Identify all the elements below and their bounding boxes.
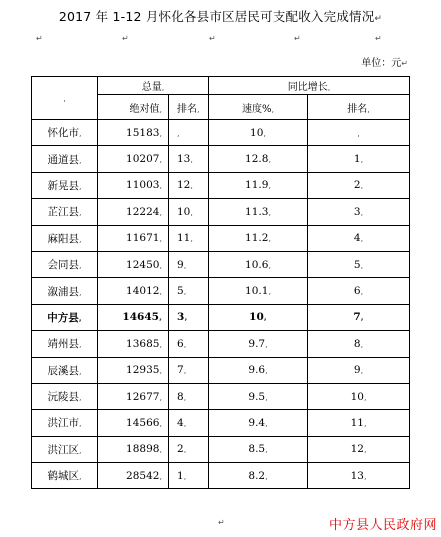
table-row — [32, 172, 410, 198]
growth-speed-cell — [209, 357, 308, 383]
paragraph-mark-icon: , — [184, 313, 188, 323]
paragraph-mark-icon: , — [78, 472, 82, 482]
paragraph-mark-icon: , — [78, 419, 82, 429]
region-name-cell-text: 靖州县 — [47, 338, 79, 351]
growth-rank-cell — [308, 304, 410, 330]
growth-speed-cell — [209, 278, 308, 304]
paragraph-mark-icon: , — [159, 128, 162, 138]
paragraph-mark-icon: , — [363, 392, 367, 402]
paragraph-mark-icon: , — [159, 339, 162, 349]
region-name-cell — [32, 225, 98, 251]
growth-speed-cell — [209, 146, 308, 172]
rank-cell-text: 1 — [177, 469, 184, 482]
header-group-total — [98, 77, 209, 95]
table-row — [32, 120, 410, 146]
absolute-value-cell — [98, 278, 169, 304]
paragraph-mark-icon: , — [78, 445, 82, 455]
header-group-growth-label: 同比增长 — [287, 82, 328, 93]
paragraph-mark-icon: , — [183, 339, 187, 349]
paragraph-mark-icon: , — [78, 155, 82, 165]
paragraph-mark-icon: , — [78, 129, 82, 139]
absolute-value-cell-text: 11003 — [126, 179, 160, 192]
growth-rank-cell — [308, 463, 410, 489]
absolute-value-cell — [98, 251, 169, 277]
region-name-cell — [32, 199, 98, 225]
paragraph-mark-icon: , — [159, 471, 162, 481]
paragraph-mark-icon: , — [190, 234, 193, 244]
growth-rank-cell — [308, 199, 410, 225]
region-name-cell-text: 鹤城区 — [47, 470, 79, 483]
paragraph-mark-icon: ↵ — [36, 34, 43, 43]
rank-cell-text: 12 — [177, 179, 191, 192]
growth-rank-cell — [308, 120, 410, 146]
absolute-value-cell-text: 13685 — [126, 337, 160, 350]
region-name-cell-text: 芷江县 — [47, 206, 79, 219]
growth-speed-cell — [209, 225, 308, 251]
absolute-value-cell — [98, 146, 169, 172]
paragraph-mark-icon: , — [159, 260, 162, 270]
region-name-cell-text: 辰溪县 — [47, 364, 79, 377]
growth-rank-cell-text: 13 — [350, 469, 364, 482]
growth-rank-cell-text: 5 — [353, 258, 361, 271]
paragraph-mark-icon: , — [197, 104, 200, 114]
growth-rank-cell — [308, 357, 410, 383]
region-name-cell — [32, 357, 98, 383]
rank-cell — [169, 410, 209, 436]
absolute-value-cell-text: 14012 — [126, 285, 160, 298]
paragraph-mark-icon: ↵ — [401, 59, 408, 68]
rank-cell — [169, 357, 209, 383]
income-table — [31, 76, 410, 489]
title-text: 2017 年 1-12 月怀化各县市区居民可支配收入完成情况 — [58, 9, 375, 24]
rank-cell — [169, 436, 209, 462]
growth-speed-cell-text: 8.2 — [248, 469, 266, 482]
paragraph-mark-icon: , — [63, 93, 66, 103]
absolute-value-cell — [98, 436, 169, 462]
paragraph-mark-icon: , — [78, 393, 82, 403]
paragraph-mark-icon: , — [360, 339, 364, 349]
growth-speed-cell-text: 9.5 — [248, 390, 266, 403]
absolute-value-cell-text: 15183 — [126, 126, 160, 139]
rank-cell — [169, 251, 209, 277]
rank-cell-text: 8 — [177, 390, 184, 403]
region-name-cell — [32, 331, 98, 357]
paragraph-mark-icon: , — [183, 471, 187, 481]
rank-cell-text: 5 — [177, 285, 184, 298]
paragraph-mark-icon: , — [78, 208, 82, 218]
region-name-cell-text: 新晃县 — [47, 179, 79, 192]
growth-speed-cell — [209, 383, 308, 409]
rank-cell — [169, 331, 209, 357]
region-name-cell — [32, 463, 98, 489]
paragraph-mark-icon: , — [268, 155, 271, 165]
paragraph-mark-icon: ↵ — [375, 34, 382, 43]
growth-speed-cell-text: 12.8 — [245, 153, 269, 166]
growth-rank-cell-text: 4 — [353, 232, 361, 245]
paragraph-mark-icon: , — [265, 366, 268, 376]
region-name-cell-text: 沅陵县 — [47, 391, 79, 404]
absolute-value-cell — [98, 463, 169, 489]
growth-rank-cell — [308, 278, 410, 304]
paragraph-mark-icon: , — [360, 234, 364, 244]
paragraph-mark-icon: , — [265, 471, 268, 481]
rank-cell-text: 3 — [177, 311, 185, 324]
absolute-value-cell — [98, 357, 169, 383]
rank-cell-text: 9 — [177, 258, 184, 271]
rank-cell — [169, 172, 209, 198]
paragraph-mark-icon: ↵ — [374, 14, 383, 24]
growth-speed-cell — [209, 120, 308, 146]
paragraph-mark-icon: , — [190, 155, 193, 165]
paragraph-mark-icon: , — [360, 313, 364, 323]
paragraph-mark-icon: , — [159, 287, 162, 297]
growth-rank-cell-text: 10 — [350, 390, 364, 403]
paragraph-mark-icon: , — [78, 340, 82, 350]
header-group-growth — [209, 77, 410, 95]
table-row — [32, 278, 410, 304]
growth-speed-cell — [209, 199, 308, 225]
region-name-cell-text: 会同县 — [47, 259, 79, 272]
header-rank — [169, 95, 209, 120]
table-row — [32, 304, 410, 330]
rank-cell-text: 10 — [177, 205, 191, 218]
paragraph-mark-icon: , — [183, 366, 187, 376]
paragraph-mark-icon: , — [360, 155, 364, 165]
header-growth-rank — [308, 95, 410, 120]
growth-rank-cell-text: 11 — [350, 416, 364, 429]
growth-speed-cell — [209, 331, 308, 357]
growth-rank-cell-text: 7 — [353, 311, 361, 324]
absolute-value-cell — [98, 120, 169, 146]
header-speed — [209, 95, 308, 120]
region-name-cell — [32, 304, 98, 330]
table-row — [32, 357, 410, 383]
growth-rank-cell — [308, 383, 410, 409]
table-row — [32, 463, 410, 489]
paragraph-mark-icon: , — [190, 181, 193, 191]
paragraph-mark-icon: , — [158, 313, 162, 323]
document-title — [0, 7, 441, 25]
paragraph-mark-icon: ↵ — [218, 518, 225, 527]
growth-rank-cell — [308, 225, 410, 251]
paragraph-mark-icon: , — [360, 260, 364, 270]
watermark-logo: 中方县人民政府网 — [328, 518, 437, 533]
unit-text: 单位：元 — [361, 58, 402, 69]
paragraph-mark-icon: , — [78, 181, 82, 191]
rank-cell — [169, 199, 209, 225]
header-group-total-label: 总量 — [141, 82, 162, 93]
paragraph-mark-icon: ↵ — [294, 34, 301, 43]
header-value — [98, 95, 169, 120]
paragraph-mark-icon: , — [363, 418, 367, 428]
paragraph-mark-icon: , — [268, 260, 271, 270]
rank-cell-text: 13 — [177, 153, 191, 166]
region-name-cell-text: 麻阳县 — [47, 232, 79, 245]
header-value-label: 绝对值 — [129, 103, 160, 115]
growth-rank-cell-text: 8 — [353, 337, 361, 350]
region-name-cell-text: 洪江区 — [47, 443, 79, 456]
growth-speed-cell — [209, 172, 308, 198]
paragraph-mark-icon: , — [78, 366, 82, 376]
paragraph-mark-icon: , — [159, 207, 162, 217]
growth-rank-cell-text: 2 — [353, 179, 361, 192]
region-name-cell-text: 怀化市 — [47, 127, 79, 140]
paragraph-mark-icon: , — [183, 287, 187, 297]
paragraph-mark-icon: , — [159, 155, 162, 165]
absolute-value-cell — [98, 304, 169, 330]
region-name-cell — [32, 146, 98, 172]
paragraph-mark-icon: , — [265, 339, 268, 349]
region-name-cell — [32, 251, 98, 277]
growth-rank-cell-text: 3 — [353, 205, 361, 218]
paragraph-mark-icon: , — [161, 83, 165, 92]
paragraph-mark-icon: , — [183, 392, 187, 402]
paragraph-mark-icon: , — [363, 445, 367, 455]
absolute-value-cell-text: 12450 — [126, 258, 160, 271]
table-row — [32, 251, 410, 277]
absolute-value-cell — [98, 410, 169, 436]
absolute-value-cell-text: 18898 — [126, 443, 160, 456]
growth-speed-cell-text: 11.2 — [245, 232, 269, 245]
paragraph-mark-icon: , — [159, 418, 162, 428]
growth-speed-cell-text: 11.9 — [245, 179, 269, 192]
table-row — [32, 436, 410, 462]
growth-rank-cell — [308, 146, 410, 172]
absolute-value-cell — [98, 172, 169, 198]
growth-speed-cell-text: 10.1 — [245, 285, 269, 298]
growth-rank-cell-text: 1 — [353, 153, 361, 166]
paragraph-mark-icon: , — [360, 181, 364, 191]
absolute-value-cell-text: 12935 — [126, 364, 160, 377]
growth-speed-cell-text: 10.6 — [245, 258, 269, 271]
rank-cell — [169, 225, 209, 251]
paragraph-mark-icon: , — [78, 261, 82, 271]
header-growth-rank-label: 排名 — [347, 103, 368, 115]
growth-speed-cell — [209, 463, 308, 489]
paragraph-mark-icon: , — [159, 181, 162, 191]
growth-rank-cell — [308, 251, 410, 277]
rank-cell — [169, 383, 209, 409]
growth-speed-cell — [209, 410, 308, 436]
paragraph-mark-icon: , — [268, 207, 271, 217]
region-name-cell-text: 通道县 — [47, 153, 79, 166]
absolute-value-cell-text: 14645 — [122, 311, 159, 324]
paragraph-mark-icon: , — [327, 83, 331, 92]
absolute-value-cell — [98, 383, 169, 409]
growth-rank-cell-text: 9 — [353, 364, 361, 377]
paragraph-mark-icon: , — [263, 128, 266, 138]
paragraph-mark-icon: , — [265, 445, 268, 455]
header-empty-cell — [32, 77, 98, 120]
absolute-value-cell — [98, 331, 169, 357]
growth-speed-cell-text: 9.7 — [248, 337, 266, 350]
paragraph-mark-icon: , — [357, 128, 360, 138]
absolute-value-cell-text: 28542 — [126, 469, 160, 482]
table-row — [32, 331, 410, 357]
region-name-cell-text: 洪江市 — [47, 417, 79, 430]
paragraph-mark-icon: , — [159, 445, 162, 455]
table-row — [32, 146, 410, 172]
rank-cell — [169, 120, 209, 146]
growth-rank-cell — [308, 172, 410, 198]
growth-speed-cell-text: 9.6 — [248, 364, 266, 377]
paragraph-mark-icon: , — [159, 104, 162, 114]
absolute-value-cell — [98, 199, 169, 225]
absolute-value-cell-text: 12677 — [126, 390, 160, 403]
table-row — [32, 410, 410, 436]
growth-speed-cell-text: 8.5 — [248, 443, 266, 456]
paragraph-mark-icon: , — [367, 104, 370, 114]
growth-speed-cell-text: 11.3 — [245, 205, 269, 218]
region-name-cell — [32, 383, 98, 409]
rank-cell-text: 6 — [177, 337, 184, 350]
rank-cell — [169, 278, 209, 304]
rank-cell-text: 11 — [177, 232, 191, 245]
growth-rank-cell-text: 12 — [350, 443, 364, 456]
growth-speed-cell-text: 10 — [250, 126, 264, 139]
header-rank-label: 排名 — [177, 103, 197, 115]
unit-label — [361, 54, 408, 69]
region-name-cell — [32, 278, 98, 304]
paragraph-mark-icon: , — [159, 392, 162, 402]
paragraph-mark-icon: , — [360, 287, 364, 297]
paragraph-mark-icon: , — [78, 234, 82, 244]
region-name-cell — [32, 436, 98, 462]
table-row — [32, 199, 410, 225]
paragraph-mark-icon: , — [190, 207, 193, 217]
paragraph-mark-icon: , — [183, 260, 187, 270]
region-name-cell — [32, 410, 98, 436]
paragraph-mark-icon: , — [78, 287, 82, 297]
growth-speed-cell — [209, 251, 308, 277]
absolute-value-cell-text: 14566 — [126, 416, 160, 429]
absolute-value-cell-text: 10207 — [126, 153, 160, 166]
region-name-cell-text: 溆浦县 — [47, 285, 79, 298]
paragraph-mark-icon: , — [183, 445, 187, 455]
paragraph-mark-icon: , — [265, 392, 268, 402]
absolute-value-cell-text: 12224 — [126, 205, 160, 218]
paragraph-mark-icon: , — [360, 207, 364, 217]
header-speed-label: 速度% — [241, 103, 272, 115]
absolute-value-cell — [98, 225, 169, 251]
growth-speed-cell — [209, 436, 308, 462]
rank-cell — [169, 304, 209, 330]
table-body — [32, 120, 410, 489]
paragraph-mark-icon: , — [159, 234, 162, 244]
rank-cell-text: 2 — [177, 443, 184, 456]
region-name-cell-text: 中方县 — [47, 311, 79, 324]
paragraph-mark-icon: , — [363, 471, 367, 481]
absolute-value-cell-text: 11671 — [126, 232, 160, 245]
paragraph-mark-icon: , — [268, 287, 271, 297]
growth-speed-cell-text: 9.4 — [248, 416, 266, 429]
paragraph-mark-icon: ↵ — [209, 34, 216, 43]
growth-rank-cell — [308, 410, 410, 436]
table-row — [32, 225, 410, 251]
paragraph-mark-icon: , — [159, 366, 162, 376]
paragraph-mark-icon: , — [268, 181, 271, 191]
paragraph-mark-icon: , — [263, 313, 267, 323]
paragraph-mark-icon: , — [177, 128, 180, 138]
paragraph-mark-icon: ↵ — [122, 34, 129, 43]
growth-speed-cell — [209, 304, 308, 330]
region-name-cell — [32, 120, 98, 146]
growth-speed-cell-text: 10 — [249, 311, 264, 324]
paragraph-mark-icon: , — [183, 418, 187, 428]
rank-cell — [169, 463, 209, 489]
rank-cell-text: 7 — [177, 364, 184, 377]
paragraph-mark-icon: , — [360, 366, 364, 376]
growth-rank-cell-text: 6 — [353, 285, 361, 298]
growth-rank-cell — [308, 331, 410, 357]
growth-rank-cell — [308, 436, 410, 462]
table-row — [32, 383, 410, 409]
rank-cell-text: 4 — [177, 416, 184, 429]
paragraph-mark-icon: , — [268, 234, 271, 244]
paragraph-mark-icon: , — [271, 104, 275, 114]
paragraph-mark-icon: , — [78, 313, 82, 323]
paragraph-mark-icon: , — [265, 418, 268, 428]
rank-cell — [169, 146, 209, 172]
region-name-cell — [32, 172, 98, 198]
